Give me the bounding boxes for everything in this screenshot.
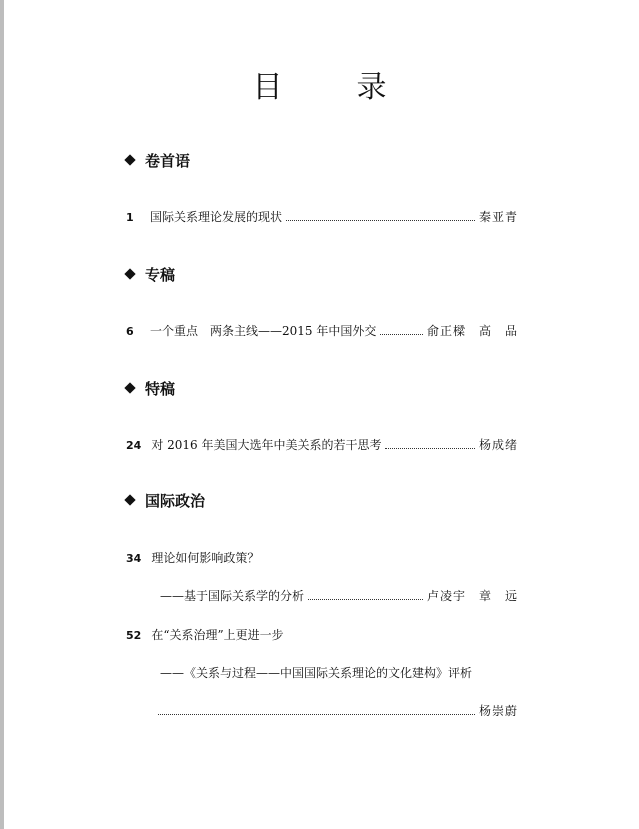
toc-entry[interactable] [126,436,518,453]
toc-title: 目 录 [252,70,409,105]
entry-author: 卢凌宇 章 远 [426,589,518,603]
toc-entry-leader-line[interactable] [158,702,518,719]
section-heading-preface [126,150,190,171]
dot-leader [380,334,423,335]
entry-subtitle: ——基于国际关系学的分析 [160,589,305,603]
entry-subtitle: ——《关系与过程——中国国际关系理论的文化建构》评析 [160,666,473,680]
section-heading-feature [126,378,175,399]
section-label: 特稿 [145,380,176,398]
dot-leader [385,448,475,449]
entry-author: 杨成绪 [478,438,518,452]
entry-author: 俞正樑 高 品 [426,324,518,338]
diamond-bullet-icon [124,268,135,279]
entry-title: 对 2016 年美国大选年中美关系的若干思考 [151,438,382,452]
section-label: 专稿 [145,266,176,284]
diamond-bullet-icon [124,382,135,393]
entry-title: 在“关系治理”上更进一步 [151,628,284,642]
entry-title: 一个重点 两条主线——2015 年中国外交 [150,324,377,338]
diamond-bullet-icon [124,154,135,165]
dot-leader [158,714,475,715]
toc-entry[interactable] [126,626,518,643]
entry-title: 国际关系理论发展的现状 [150,210,283,224]
toc-entry[interactable] [126,549,518,566]
page-number: 52 [126,629,142,642]
page-number: 24 [126,439,142,452]
toc-entry-subtitle-line[interactable] [160,664,518,681]
toc-entry[interactable] [126,322,518,339]
toc-entry[interactable] [126,208,518,225]
page-edge-shadow [0,0,4,829]
section-heading-international-politics [126,490,205,511]
page-number: 6 [126,325,134,338]
entry-author: 杨崇蔚 [478,704,518,718]
page-number: 1 [126,211,134,224]
page-number: 34 [126,552,142,565]
entry-title: 理论如何影响政策？ [151,551,260,565]
dot-leader [286,220,475,221]
entry-author: 秦亚青 [478,210,518,224]
section-heading-special-manuscript [126,264,175,285]
section-label: 国际政治 [145,492,206,510]
section-label: 卷首语 [145,152,191,170]
toc-entry-subtitle-line[interactable] [160,587,518,604]
diamond-bullet-icon [124,494,135,505]
dot-leader [308,599,423,600]
